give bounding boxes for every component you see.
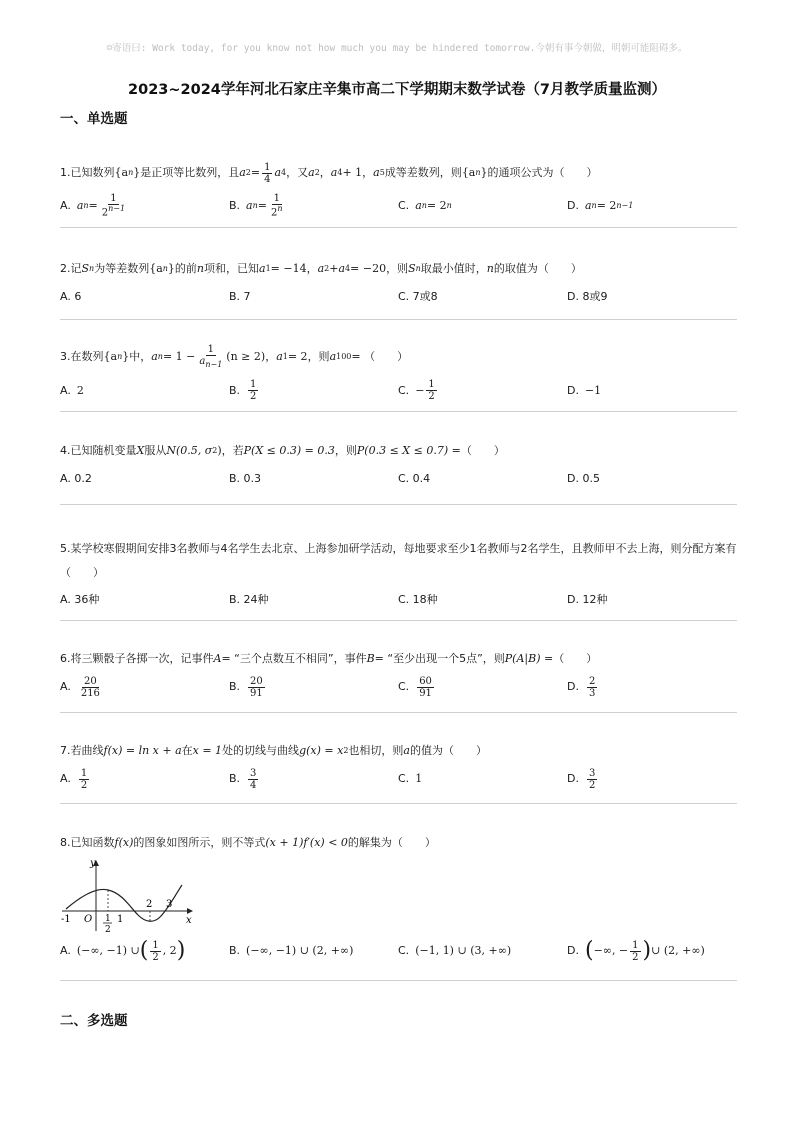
option-a[interactable]: A. 0.2: [60, 472, 92, 486]
divider: [60, 504, 737, 505]
question-4-stem: 4. 已知随机变量 X 服从 N(0.5, σ 2 ) ，若 P(X ≤ 0.3) = 0.3 ，则 P(0.3 ≤ X ≤ 0.7) = （ ）: [60, 444, 505, 457]
motto-banner: ☺寄语曰: Work today, for you know not how much you may be hindered tomorrow.今朝有事今朝做，明朝可能阻碍多。: [106, 43, 688, 54]
divider: [60, 411, 737, 412]
option-c[interactable]: C. − $\frac{1}{2}$: [398, 379, 435, 403]
option-b[interactable]: B. 7: [229, 290, 251, 304]
divider: [60, 227, 737, 228]
option-a[interactable]: A. a n = $\frac{1}{2^{n-1}}$: [60, 193, 126, 219]
tick-half-num: 1: [105, 914, 111, 924]
option-c[interactable]: C. 7或8: [398, 290, 438, 304]
option-c[interactable]: C. a n = 2 n: [398, 198, 452, 212]
origin-label: O: [84, 914, 93, 925]
option-d[interactable]: D. 12种: [567, 593, 608, 607]
question-8: [60, 836, 740, 850]
function-graph: [60, 857, 200, 933]
option-b[interactable]: B. (−∞, −1) ∪ (2, +∞): [229, 943, 354, 957]
x-label: x: [186, 915, 192, 926]
option-a[interactable]: A. $\frac{1}{2}$: [60, 767, 88, 791]
divider: [60, 620, 737, 621]
option-d[interactable]: D. 0.5: [567, 472, 600, 486]
section-single-choice: 一、单选题: [60, 111, 128, 127]
tick-one: 1: [117, 914, 124, 925]
option-c[interactable]: C. 0.4: [398, 472, 431, 486]
option-d[interactable]: D. $\frac{2}{3}$: [567, 675, 596, 699]
option-c[interactable]: C. 18种: [398, 593, 438, 607]
question-4: [60, 444, 740, 494]
option-d[interactable]: D. ( −∞, − $\frac{1}{2}$ ) ∪ (2, +∞): [567, 937, 705, 963]
page-title: 2023~2024学年河北石家庄辛集市高二下学期期末数学试卷（7月教学质量监测）: [128, 82, 666, 98]
divider: [60, 712, 737, 713]
question-6-stem: 6. 将三颗骰子各掷一次，记事件 A = “三个点数互不相同”，事件 B = “至少出现一个5点”，则 P(A|B) = （ ）: [60, 652, 598, 665]
option-a[interactable]: A. 6: [60, 290, 82, 304]
option-a[interactable]: A. 36种: [60, 593, 100, 607]
option-b[interactable]: B. $\frac{1}{2}$: [229, 379, 257, 403]
question-1-stem: 1. 已知数列 {a n } 是正项等比数列，且 a 2 = $\frac{1}{4}$ a 4 ，又 a 2 ， a 4 + 1 ， a 5 成等差数列，则 {a n } 的通项公式为（ ）: [60, 162, 598, 185]
option-d[interactable]: D. a n = 2 n−1: [567, 198, 634, 212]
question-8-stem: 8. 已知函数 f(x) 的图象如图所示，则不等式 (x + 1)f′(x) < 0 的解集为（ ）: [60, 836, 436, 849]
option-a[interactable]: A. (−∞, −1) ∪ ( $\frac{1}{2}$ , 2 ): [60, 937, 186, 963]
question-6: [60, 652, 740, 702]
question-2: [60, 262, 740, 312]
option-b[interactable]: B. $\frac{3}{4}$: [229, 767, 257, 791]
question-5: [60, 537, 740, 615]
tick-minus-one: -1: [61, 914, 71, 925]
tick-three: 3: [166, 899, 173, 910]
option-b[interactable]: B. $\frac{20}{91}$: [229, 675, 263, 699]
question-7: [60, 744, 740, 794]
question-3-stem: 3. 在数列 {a n } 中， a n = 1 − $\frac{1}{a_{n-1}}$ (n ≥ 2) ， a 1 = 2 ，则 a 100 = （ ）: [60, 344, 409, 369]
option-b[interactable]: B. 0.3: [229, 472, 262, 486]
tick-half-den: 2: [105, 925, 111, 933]
option-b[interactable]: B. 24种: [229, 593, 269, 607]
question-2-stem: 2. 记 S n 为等差数列 {a n } 的前 n 项和，已知 a 1 = −14 ， a 2 + a 4 = −20 ，则 S n 取最小值时， n 的取值为（ ）: [60, 262, 582, 275]
option-d[interactable]: D. $\frac{3}{2}$: [567, 767, 596, 791]
question-1: [60, 162, 740, 221]
option-b[interactable]: B. a n = $\frac{1}{2^n}$: [229, 193, 283, 219]
question-3: [60, 344, 740, 406]
option-d[interactable]: D. 8或9: [567, 290, 608, 304]
question-5-stem: 5.某学校寒假期间安排3名教师与4名学生去北京、上海参加研学活动，每地要求至少1名教师与2名学生，且教师甲不去上海，则分配方案有（ ）: [60, 542, 737, 580]
option-c[interactable]: C. $\frac{60}{91}$: [398, 675, 432, 699]
option-d[interactable]: D. −1: [567, 383, 602, 397]
option-a[interactable]: A. 2: [60, 383, 84, 397]
divider: [60, 319, 737, 320]
tick-two: 2: [146, 899, 153, 910]
option-c[interactable]: C. 1: [398, 772, 423, 786]
option-c[interactable]: C. (−1, 1) ∪ (3, +∞): [398, 943, 512, 957]
section-multiple-choice: 二、多选题: [60, 1013, 128, 1029]
divider: [60, 803, 737, 804]
question-8-options: [60, 936, 740, 966]
y-label: y: [90, 858, 96, 869]
option-a[interactable]: A. $\frac{20}{216}$: [60, 675, 100, 699]
question-7-stem: 7. 若曲线 f(x) = ln x + a 在 x = 1 处的切线与曲线 g(x) = x 2 也相切，则 a 的值为（ ）: [60, 744, 487, 757]
divider: [60, 980, 737, 981]
